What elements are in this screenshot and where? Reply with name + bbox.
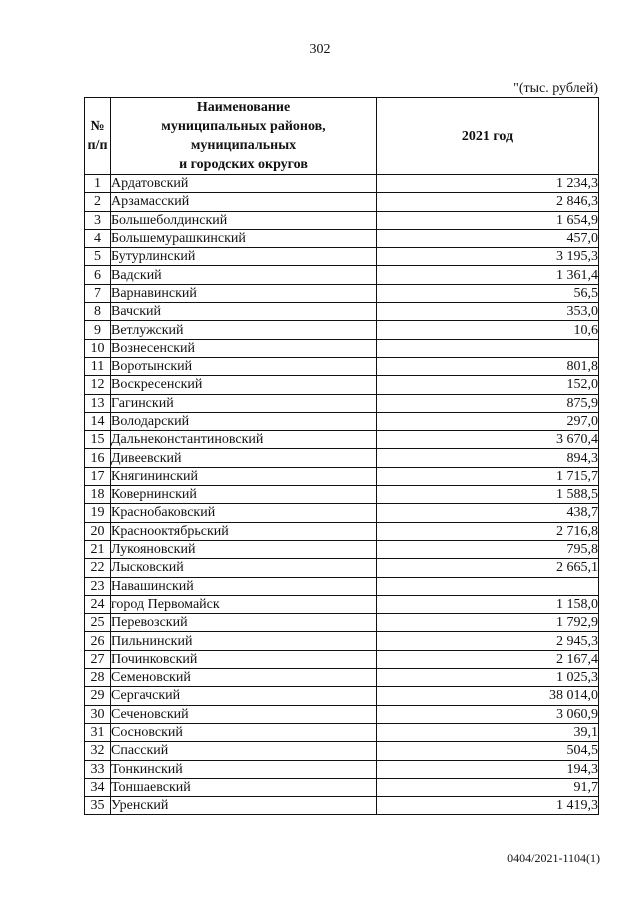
row-number: 19 bbox=[85, 504, 111, 522]
table-row bbox=[85, 650, 599, 668]
table-row bbox=[85, 486, 599, 504]
table-body bbox=[85, 175, 599, 815]
district-name: Большемурашкинский bbox=[111, 229, 377, 247]
table-row bbox=[85, 742, 599, 760]
amount-value: 2 167,4 bbox=[377, 650, 599, 668]
district-name: Тоншаевский bbox=[111, 778, 377, 796]
table-row bbox=[85, 540, 599, 558]
district-name: Сосновский bbox=[111, 723, 377, 741]
row-number: 28 bbox=[85, 669, 111, 687]
amount-value: 2 846,3 bbox=[377, 193, 599, 211]
table-row bbox=[85, 467, 599, 485]
table-row bbox=[85, 705, 599, 723]
row-number: 24 bbox=[85, 595, 111, 613]
district-name: Пильнинский bbox=[111, 632, 377, 650]
district-name: Дальнеконстантиновский bbox=[111, 431, 377, 449]
amount-value: 1 361,4 bbox=[377, 266, 599, 284]
row-number: 31 bbox=[85, 723, 111, 741]
district-name: Арзамасский bbox=[111, 193, 377, 211]
row-number: 20 bbox=[85, 522, 111, 540]
table-row bbox=[85, 248, 599, 266]
district-name: Краснооктябрьский bbox=[111, 522, 377, 540]
table-row bbox=[85, 321, 599, 339]
header-year: 2021 год bbox=[377, 98, 599, 175]
table-row bbox=[85, 504, 599, 522]
row-number: 11 bbox=[85, 357, 111, 375]
amount-value: 38 014,0 bbox=[377, 687, 599, 705]
district-name: Дивеевский bbox=[111, 449, 377, 467]
district-name: Ковернинский bbox=[111, 486, 377, 504]
district-name: Воскресенский bbox=[111, 376, 377, 394]
district-name: Уренский bbox=[111, 797, 377, 815]
document-code: 0404/2021-1104(1) bbox=[507, 851, 600, 865]
district-name: Вознесенский bbox=[111, 339, 377, 357]
table-row bbox=[85, 284, 599, 302]
table-row bbox=[85, 797, 599, 815]
table-row bbox=[85, 431, 599, 449]
header-number-line: № bbox=[90, 119, 105, 134]
district-name: Лысковский bbox=[111, 559, 377, 577]
district-name: Воротынский bbox=[111, 357, 377, 375]
district-name: Вачский bbox=[111, 303, 377, 321]
district-name: Тонкинский bbox=[111, 760, 377, 778]
row-number: 4 bbox=[85, 229, 111, 247]
row-number: 13 bbox=[85, 394, 111, 412]
table-row bbox=[85, 303, 599, 321]
budget-table bbox=[84, 97, 599, 815]
amount-value: 1 654,9 bbox=[377, 211, 599, 229]
row-number: 3 bbox=[85, 211, 111, 229]
header-name-line: муниципальных районов, bbox=[161, 119, 326, 134]
row-number: 22 bbox=[85, 559, 111, 577]
amount-value: 3 195,3 bbox=[377, 248, 599, 266]
district-name: Починковский bbox=[111, 650, 377, 668]
units-note: "(тыс. рублей) bbox=[513, 81, 598, 96]
row-number: 16 bbox=[85, 449, 111, 467]
amount-value: 1 792,9 bbox=[377, 614, 599, 632]
header-name-line: и городских округов bbox=[179, 157, 308, 172]
amount-value: 194,3 bbox=[377, 760, 599, 778]
district-name: Володарский bbox=[111, 412, 377, 430]
district-name: Большеболдинский bbox=[111, 211, 377, 229]
row-number: 32 bbox=[85, 742, 111, 760]
table-row bbox=[85, 449, 599, 467]
table-row bbox=[85, 595, 599, 613]
amount-value: 894,3 bbox=[377, 449, 599, 467]
row-number: 26 bbox=[85, 632, 111, 650]
row-number: 17 bbox=[85, 467, 111, 485]
table-header-row bbox=[85, 98, 599, 175]
row-number: 5 bbox=[85, 248, 111, 266]
row-number: 1 bbox=[85, 175, 111, 193]
district-name: Вадский bbox=[111, 266, 377, 284]
header-number bbox=[85, 98, 111, 175]
district-name: Варнавинский bbox=[111, 284, 377, 302]
district-name: Бутурлинский bbox=[111, 248, 377, 266]
header-name-line: муниципальных bbox=[190, 138, 297, 153]
table-row bbox=[85, 778, 599, 796]
district-name: город Первомайск bbox=[111, 595, 377, 613]
amount-value: 353,0 bbox=[377, 303, 599, 321]
table-row bbox=[85, 632, 599, 650]
amount-value: 297,0 bbox=[377, 412, 599, 430]
amount-value: 1 158,0 bbox=[377, 595, 599, 613]
amount-value: 1 419,3 bbox=[377, 797, 599, 815]
amount-value: 504,5 bbox=[377, 742, 599, 760]
table-row bbox=[85, 339, 599, 357]
amount-value: 56,5 bbox=[377, 284, 599, 302]
row-number: 15 bbox=[85, 431, 111, 449]
table-row bbox=[85, 614, 599, 632]
amount-value: 1 025,3 bbox=[377, 669, 599, 687]
table-row bbox=[85, 229, 599, 247]
district-name: Лукояновский bbox=[111, 540, 377, 558]
district-name: Перевозский bbox=[111, 614, 377, 632]
amount-value: 1 715,7 bbox=[377, 467, 599, 485]
row-number: 12 bbox=[85, 376, 111, 394]
row-number: 8 bbox=[85, 303, 111, 321]
district-name: Гагинский bbox=[111, 394, 377, 412]
amount-value: 801,8 bbox=[377, 357, 599, 375]
amount-value bbox=[377, 339, 599, 357]
table-row bbox=[85, 394, 599, 412]
table-row bbox=[85, 211, 599, 229]
table-row bbox=[85, 669, 599, 687]
amount-value: 2 665,1 bbox=[377, 559, 599, 577]
table-row bbox=[85, 577, 599, 595]
amount-value: 1 234,3 bbox=[377, 175, 599, 193]
district-name: Навашинский bbox=[111, 577, 377, 595]
amount-value: 438,7 bbox=[377, 504, 599, 522]
amount-value: 3 060,9 bbox=[377, 705, 599, 723]
district-name: Княгининский bbox=[111, 467, 377, 485]
amount-value: 152,0 bbox=[377, 376, 599, 394]
row-number: 18 bbox=[85, 486, 111, 504]
row-number: 35 bbox=[85, 797, 111, 815]
district-name: Ветлужский bbox=[111, 321, 377, 339]
amount-value: 91,7 bbox=[377, 778, 599, 796]
table-row bbox=[85, 376, 599, 394]
amount-value: 2 716,8 bbox=[377, 522, 599, 540]
table-row bbox=[85, 193, 599, 211]
district-name: Семеновский bbox=[111, 669, 377, 687]
district-name: Ардатовский bbox=[111, 175, 377, 193]
row-number: 10 bbox=[85, 339, 111, 357]
table-row bbox=[85, 760, 599, 778]
table-row bbox=[85, 412, 599, 430]
row-number: 14 bbox=[85, 412, 111, 430]
table-row bbox=[85, 687, 599, 705]
row-number: 34 bbox=[85, 778, 111, 796]
amount-value: 2 945,3 bbox=[377, 632, 599, 650]
district-name: Спасский bbox=[111, 742, 377, 760]
amount-value: 795,8 bbox=[377, 540, 599, 558]
table-row bbox=[85, 559, 599, 577]
amount-value: 1 588,5 bbox=[377, 486, 599, 504]
amount-value: 39,1 bbox=[377, 723, 599, 741]
header-name bbox=[111, 98, 377, 175]
table-row bbox=[85, 175, 599, 193]
row-number: 23 bbox=[85, 577, 111, 595]
district-name: Сергачский bbox=[111, 687, 377, 705]
district-name: Краснобаковский bbox=[111, 504, 377, 522]
header-name-line: Наименование bbox=[196, 100, 291, 115]
table-row bbox=[85, 723, 599, 741]
amount-value: 3 670,4 bbox=[377, 431, 599, 449]
row-number: 29 bbox=[85, 687, 111, 705]
row-number: 25 bbox=[85, 614, 111, 632]
header-number-line: п/п bbox=[87, 138, 108, 153]
page-number: 302 bbox=[309, 42, 331, 57]
row-number: 33 bbox=[85, 760, 111, 778]
row-number: 21 bbox=[85, 540, 111, 558]
row-number: 9 bbox=[85, 321, 111, 339]
amount-value bbox=[377, 577, 599, 595]
row-number: 7 bbox=[85, 284, 111, 302]
amount-value: 457,0 bbox=[377, 229, 599, 247]
row-number: 27 bbox=[85, 650, 111, 668]
row-number: 30 bbox=[85, 705, 111, 723]
table-row bbox=[85, 266, 599, 284]
table-row bbox=[85, 357, 599, 375]
amount-value: 10,6 bbox=[377, 321, 599, 339]
district-name: Сеченовский bbox=[111, 705, 377, 723]
table-row bbox=[85, 522, 599, 540]
amount-value: 875,9 bbox=[377, 394, 599, 412]
row-number: 2 bbox=[85, 193, 111, 211]
row-number: 6 bbox=[85, 266, 111, 284]
